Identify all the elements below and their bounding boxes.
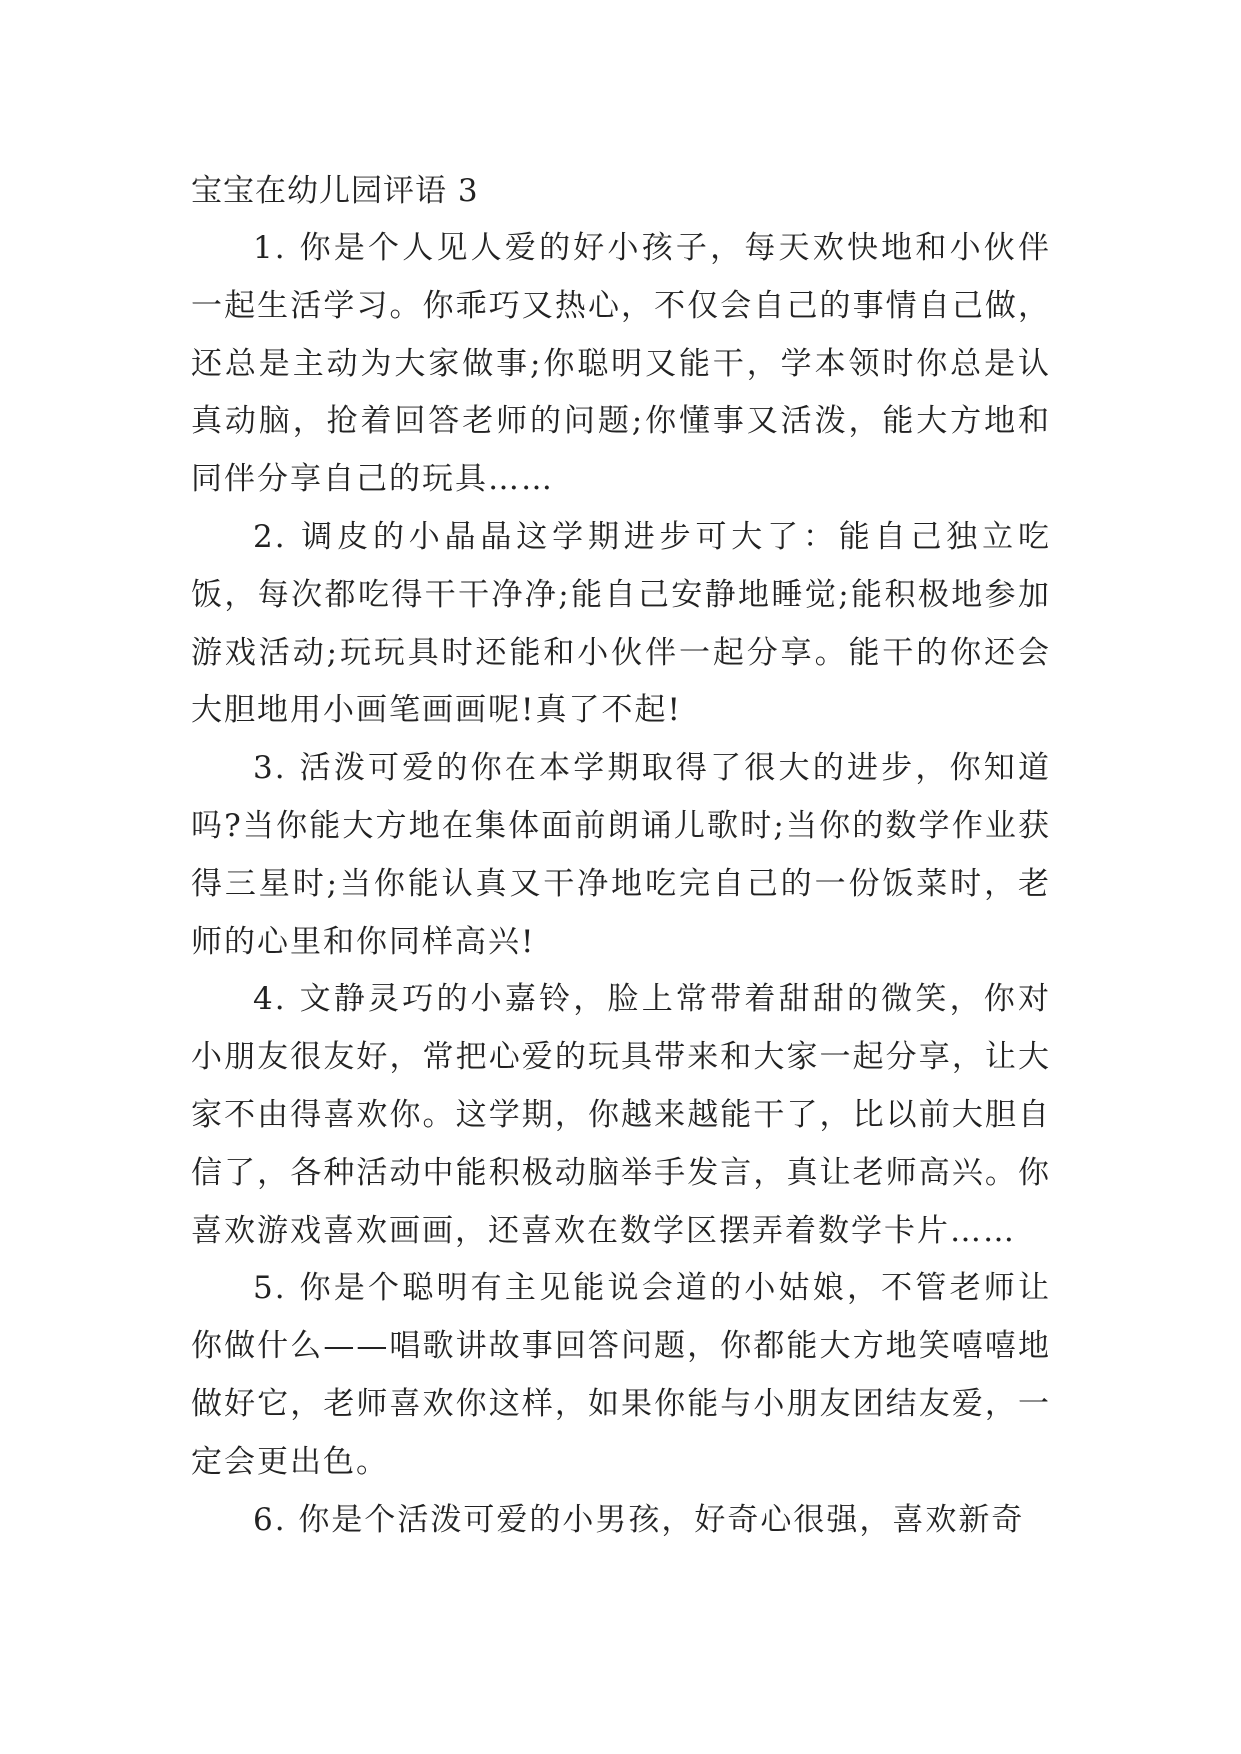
document-body: [191, 162, 1051, 1549]
paragraph-5: 5. 你是个聪明有主见能说会道的小姑娘，不管老师让你做什么——唱歌讲故事回答问题，你都能大方地笑嘻嘻地做好它，老师喜欢你这样，如果你能与小朋友团结友爱，一定会更出色。: [191, 1270, 1051, 1480]
paragraph-6: 6. 你是个活泼可爱的小男孩，好奇心很强，喜欢新奇: [253, 1501, 1025, 1538]
paragraph-2: 2. 调皮的小晶晶这学期进步可大了：能自己独立吃饭，每次都吃得干干净净;能自己安静地睡觉;能积极地参加游戏活动;玩玩具时还能和小伙伴一起分享。能干的你还会大胆地用小画笔画画呢!真了不起!: [191, 518, 1051, 729]
paragraph-3: 3. 活泼可爱的你在本学期取得了很大的进步，你知道吗?当你能大方地在集体面前朗诵儿歌时;当你的数学作业获得三星时;当你能认真又干净地吃完自己的一份饭菜时，老师的心里和你同样高兴!: [191, 750, 1051, 960]
paragraph-4: 4. 文静灵巧的小嘉铃，脸上常带着甜甜的微笑，你对小朋友很友好，常把心爱的玩具带来和大家一起分享，让大家不由得喜欢你。这学期，你越来越能干了，比以前大胆自信了，各种活动中能积极动脑举手发言，真让老师高兴。你喜欢游戏喜欢画画，还喜欢在数学区摆弄着数学卡片……: [191, 981, 1051, 1249]
paragraph-1: 1. 你是个人见人爱的好小孩子，每天欢快地和小伙伴一起生活学习。你乖巧又热心，不仅会自己的事情自己做，还总是主动为大家做事;你聪明又能干，学本领时你总是认真动脑，抢着回答老师的问题;你懂事又活泼，能大方地和同伴分享自己的玩具……: [191, 230, 1051, 498]
document-title: 宝宝在幼儿园评语 3: [191, 173, 479, 209]
